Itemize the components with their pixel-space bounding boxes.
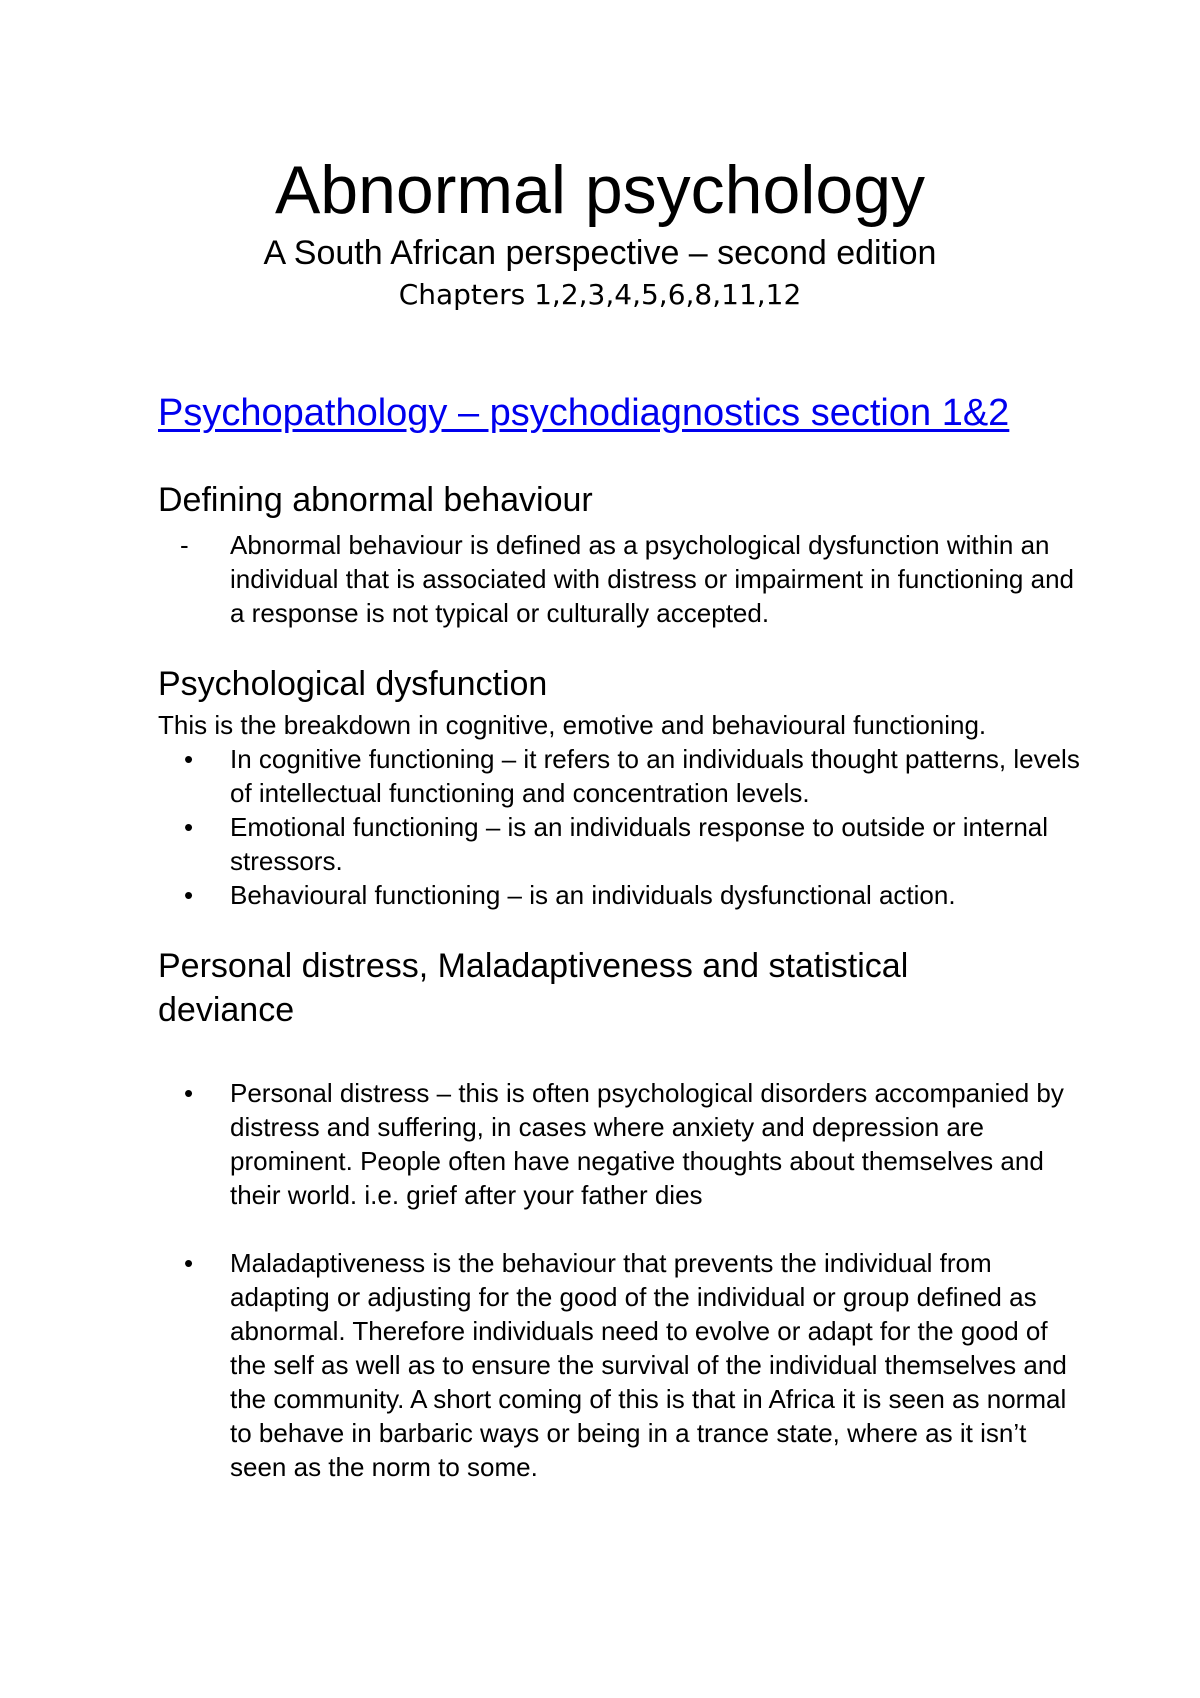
bullet-marker: • — [184, 744, 194, 774]
heading-personal-distress: Personal distress, Maladaptiveness and statistical deviance — [158, 947, 909, 1029]
list-item-text: Behavioural functioning – is an individuals dysfunctional action. — [230, 880, 956, 910]
bullet-marker: • — [184, 1078, 194, 1108]
defining-list — [158, 528, 1088, 630]
list-item-text: Abnormal behaviour is defined as a psychological dysfunction within an individual that is associated with distress or impairment in functioning and a response is not typical or culturally accepted. — [230, 530, 1074, 628]
chapters-line: Chapters 1,2,3,4,5,6,8,11,12 — [398, 278, 802, 311]
bullet-marker: • — [184, 812, 194, 842]
list-item — [158, 528, 1088, 630]
dash-marker: - — [180, 530, 189, 560]
bullet-marker: • — [184, 880, 194, 910]
distress-list — [158, 1076, 1088, 1484]
list-item-text: Maladaptiveness is the behaviour that prevents the individual from adapting or adjusting for the good of the individual or group defined as abnormal. Therefore individuals need to evolve or adapt for the good of the self as well as to ensure the survival of the individual themselves and the community. A short coming of this is that in Africa it is seen as normal to behave in barbaric ways or being in a trance state, where as it isn’t seen as the norm to some. — [230, 1248, 1067, 1482]
heading-defining-abnormal-behaviour: Defining abnormal behaviour — [158, 481, 593, 519]
list-item — [158, 810, 1088, 878]
list-item — [158, 1076, 1088, 1212]
section-link-heading[interactable]: Psychopathology – psychodiagnostics section 1&2 — [158, 392, 1010, 434]
bullet-marker: • — [184, 1248, 194, 1278]
list-item-text: Personal distress – this is often psychological disorders accompanied by distress and suffering, in cases where anxiety and depression are prominent. People often have negative thoughts about themselves and their world. i.e. grief after your father dies — [230, 1078, 1064, 1210]
heading-psychological-dysfunction: Psychological dysfunction — [158, 665, 548, 703]
document-subtitle: A South African perspective – second edition — [263, 234, 937, 272]
list-item-text: Emotional functioning – is an individuals response to outside or internal stressors. — [230, 812, 1049, 876]
dysfunction-list — [158, 742, 1088, 912]
list-item — [158, 1246, 1088, 1484]
dysfunction-intro: This is the breakdown in cognitive, emotive and behavioural functioning. — [158, 710, 987, 740]
list-item-text: In cognitive functioning – it refers to an individuals thought patterns, levels of intellectual functioning and concentration levels. — [230, 744, 1080, 808]
document-title: Abnormal psychology — [274, 152, 926, 228]
list-item — [158, 878, 1088, 912]
list-item — [158, 742, 1088, 810]
